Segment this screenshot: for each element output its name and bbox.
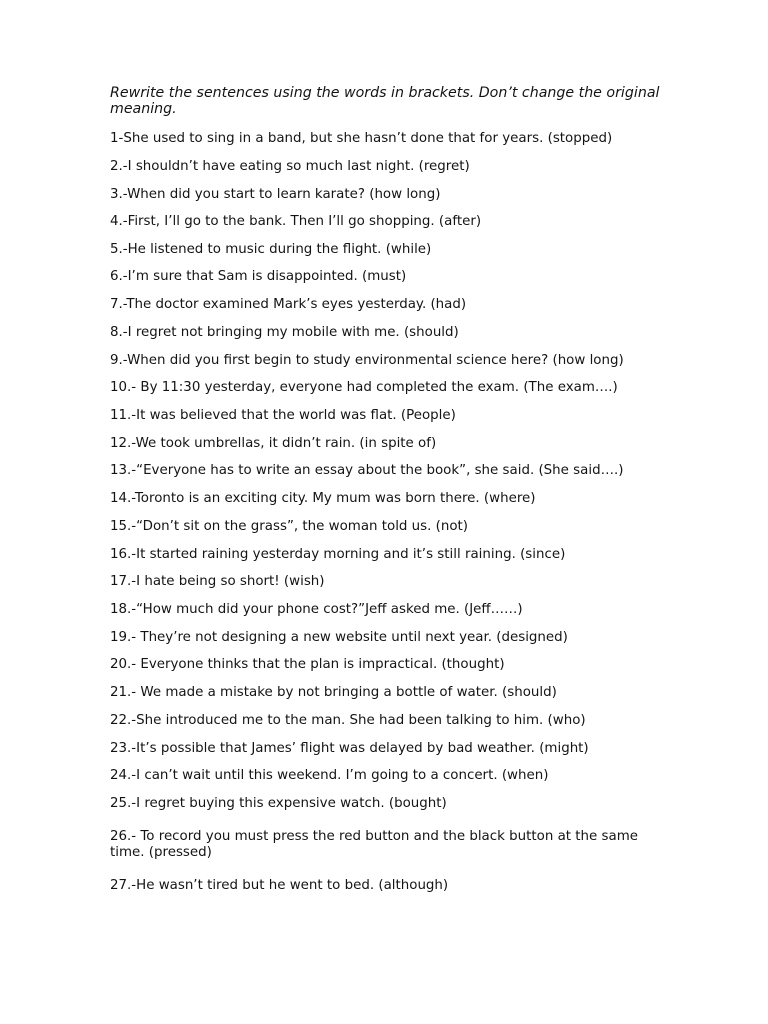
list-item: 16.-It started raining yesterday morning and it’s still raining. (since) bbox=[110, 547, 566, 562]
instruction-text: Rewrite the sentences using the words in brackets. Don’t change the original meaning. bbox=[110, 85, 660, 117]
list-item: 5.-He listened to music during the flight. (while) bbox=[110, 242, 432, 257]
list-item: 23.-It’s possible that James’ flight was delayed by bad weather. (might) bbox=[110, 741, 589, 756]
list-item: 4.-First, I’ll go to the bank. Then I’ll go shopping. (after) bbox=[110, 214, 482, 229]
list-item: 15.-“Don’t sit on the grass”, the woman told us. (not) bbox=[110, 519, 469, 534]
list-item: 25.-I regret buying this expensive watch. (bought) bbox=[110, 796, 447, 811]
list-item: 20.- Everyone thinks that the plan is impractical. (thought) bbox=[110, 657, 505, 672]
list-item: 27.-He wasn’t tired but he went to bed. (although) bbox=[110, 878, 449, 893]
list-item: 6.-I’m sure that Sam is disappointed. (must) bbox=[110, 269, 407, 284]
list-item: 2.-I shouldn’t have eating so much last night. (regret) bbox=[110, 159, 470, 174]
list-item: 8.-I regret not bringing my mobile with me. (should) bbox=[110, 325, 459, 340]
list-item: 1-She used to sing in a band, but she hasn’t done that for years. (stopped) bbox=[110, 131, 613, 146]
list-item: 3.-When did you start to learn karate? (how long) bbox=[110, 187, 441, 202]
list-item: 11.-It was believed that the world was flat. (People) bbox=[110, 408, 456, 423]
list-item: 21.- We made a mistake by not bringing a bottle of water. (should) bbox=[110, 685, 557, 700]
list-item: 22.-She introduced me to the man. She had been talking to him. (who) bbox=[110, 713, 586, 728]
list-item: 13.-“Everyone has to write an essay about the book”, she said. (She said….) bbox=[110, 463, 624, 478]
list-item: 26.- To record you must press the red button and the black button at the same time. (pressed) bbox=[110, 829, 638, 860]
list-item: 19.- They’re not designing a new website until next year. (designed) bbox=[110, 630, 568, 645]
list-item: 7.-The doctor examined Mark’s eyes yesterday. (had) bbox=[110, 297, 467, 312]
list-item: 10.- By 11:30 yesterday, everyone had completed the exam. (The exam….) bbox=[110, 380, 618, 395]
list-item: 14.-Toronto is an exciting city. My mum was born there. (where) bbox=[110, 491, 536, 506]
list-item: 9.-When did you first begin to study environmental science here? (how long) bbox=[110, 353, 624, 368]
list-item: 12.-We took umbrellas, it didn’t rain. (in spite of) bbox=[110, 436, 437, 451]
list-item: 18.-“How much did your phone cost?”Jeff asked me. (Jeff……) bbox=[110, 602, 523, 617]
list-item: 24.-I can’t wait until this weekend. I’m going to a concert. (when) bbox=[110, 768, 549, 783]
list-item: 17.-I hate being so short! (wish) bbox=[110, 574, 325, 589]
